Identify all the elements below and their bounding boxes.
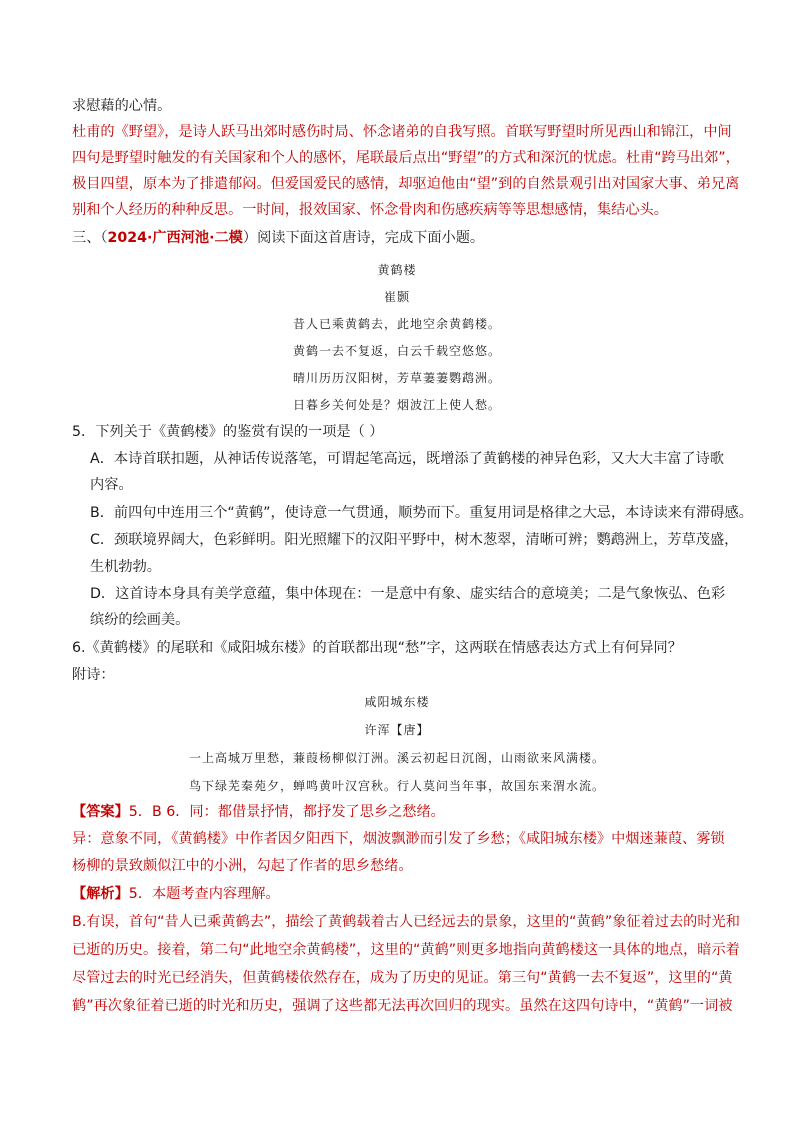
option-b: B．前四句中连用三个“黄鹤”，使诗意一气贯通，顺势而下。重复用词是格律之大忌，本诗读来有滞碍感。 bbox=[90, 505, 753, 521]
answer-line: 【答案】5．B 6．同：都借景抒情，都抒发了思乡之愁绪。 bbox=[72, 804, 445, 820]
poem-line: 日暮乡关何处是？烟波江上使人愁。 bbox=[292, 398, 501, 412]
passage-line: 四句是野望时触发的有关国家和个人的感怀，尾联最后点出“野望”的方式和深沉的忧虑。杜甫“跨马出郊”， bbox=[72, 150, 740, 166]
section-heading: 三、（2024·广西河池·二模）阅读下面这首唐诗，完成下面小题。 bbox=[72, 230, 485, 246]
answer-line: 杨柳的景致颇似江中的小洲，勾起了作者的思乡愁绪。 bbox=[72, 858, 413, 874]
passage-line: 极目四望，原本为了排遣郁闷。但爱国爱民的感情，却驱迫他由“望”到的自然景观引出对国家大事、弟兄离 bbox=[72, 176, 740, 192]
analysis-line: 已逝的历史。接着，第二句“此地空余黄鹤楼”，这里的“黄鹤”则更多地指向黄鹤楼这一具体的地点，暗示着 bbox=[72, 942, 740, 958]
analysis-line: 【解析】5．本题考查内容理解。 bbox=[72, 886, 280, 902]
poem-title: 黄鹤楼 bbox=[377, 263, 417, 277]
option-a: A．本诗首联扣题，从神话传说落笔，可谓起笔高远，既增添了黄鹤楼的神异色彩，又大大丰富了诗歌 bbox=[90, 451, 724, 467]
poem-title: 咸阳城东楼 bbox=[364, 695, 430, 709]
analysis-line: 尽管过去的时光已经消失，但黄鹤楼依然存在，成为了历史的见证。第三句“黄鹤一去不复返”，这里的“黄 bbox=[72, 970, 733, 986]
analysis-line: 鹤”再次象征着已逝的时光和历史，强调了这些都无法再次回归的现实。虽然在这四句诗中，“黄鹤”一词被 bbox=[72, 998, 733, 1014]
poem-line: 晴川历历汉阳树，芳草萋萋鹦鹉洲。 bbox=[292, 371, 501, 385]
poem-author: 崔颢 bbox=[383, 290, 410, 304]
analysis-label: 【解析】 bbox=[72, 886, 129, 902]
poem-author: 许浑【唐】 bbox=[364, 723, 430, 737]
option-a-cont: 内容。 bbox=[90, 477, 133, 493]
option-d-cont: 缤纷的绘画美。 bbox=[90, 612, 190, 628]
attach-label: 附诗： bbox=[72, 667, 115, 683]
poem-line: 黄鹤一去不复返，白云千载空悠悠。 bbox=[292, 344, 501, 358]
option-d: D．这首诗本身具有美学意蕴，集中体现在：一是意中有象、虚实结合的意境美；二是气象恢弘、色彩 bbox=[90, 586, 726, 602]
poem-line: 昔人已乘黄鹤去，此地空余黄鹤楼。 bbox=[292, 317, 501, 331]
question-stem: 5．下列关于《黄鹤楼》的鉴赏有误的一项是（ ） bbox=[72, 424, 384, 440]
question-stem: 6.《黄鹤楼》的尾联和《咸阳城东楼》的首联都出现“愁”字，这两联在情感表达方式上有何异同？ bbox=[72, 640, 682, 656]
option-c: C．颈联境界阔大，色彩鲜明。阳光照耀下的汉阳平野中，树木葱翠，清晰可辨；鹦鹉洲上，芳草茂盛， bbox=[90, 532, 739, 548]
poem-line: 一上高城万里愁，蒹葭杨柳似汀洲。溪云初起日沉阁，山雨欲来风满楼。 bbox=[188, 751, 605, 765]
analysis-line: B.有误，首句“昔人已乘黄鹤去”，描绘了黄鹤载着古人已经远去的景象，这里的“黄鹤”象征着过去的时光和 bbox=[72, 914, 740, 930]
answer-label: 【答案】 bbox=[72, 804, 129, 820]
option-c-cont: 生机勃勃。 bbox=[90, 559, 161, 575]
passage-line: 杜甫的《野望》，是诗人跃马出郊时感伤时局、怀念诸弟的自我写照。首联写野望时所见西山和锦江，中间 bbox=[72, 124, 732, 140]
answer-line: 异：意象不同，《黄鹤楼》中作者因夕阳西下，烟波飘渺而引发了乡愁；《咸阳城东楼》中烟迷蒹葭、雾锁 bbox=[72, 831, 725, 847]
source-tag: 2024·广西河池·二模 bbox=[107, 230, 243, 246]
passage-line: 求慰藉的心情。 bbox=[72, 98, 172, 114]
poem-line: 鸟下绿芜秦苑夕，蝉鸣黄叶汉宫秋。行人莫问当年事，故国东来渭水流。 bbox=[188, 779, 605, 793]
passage-line: 别和个人经历的种种反思。一时间，报效国家、怀念骨肉和伤感疾病等等思想感情，集结心头。 bbox=[72, 202, 668, 218]
